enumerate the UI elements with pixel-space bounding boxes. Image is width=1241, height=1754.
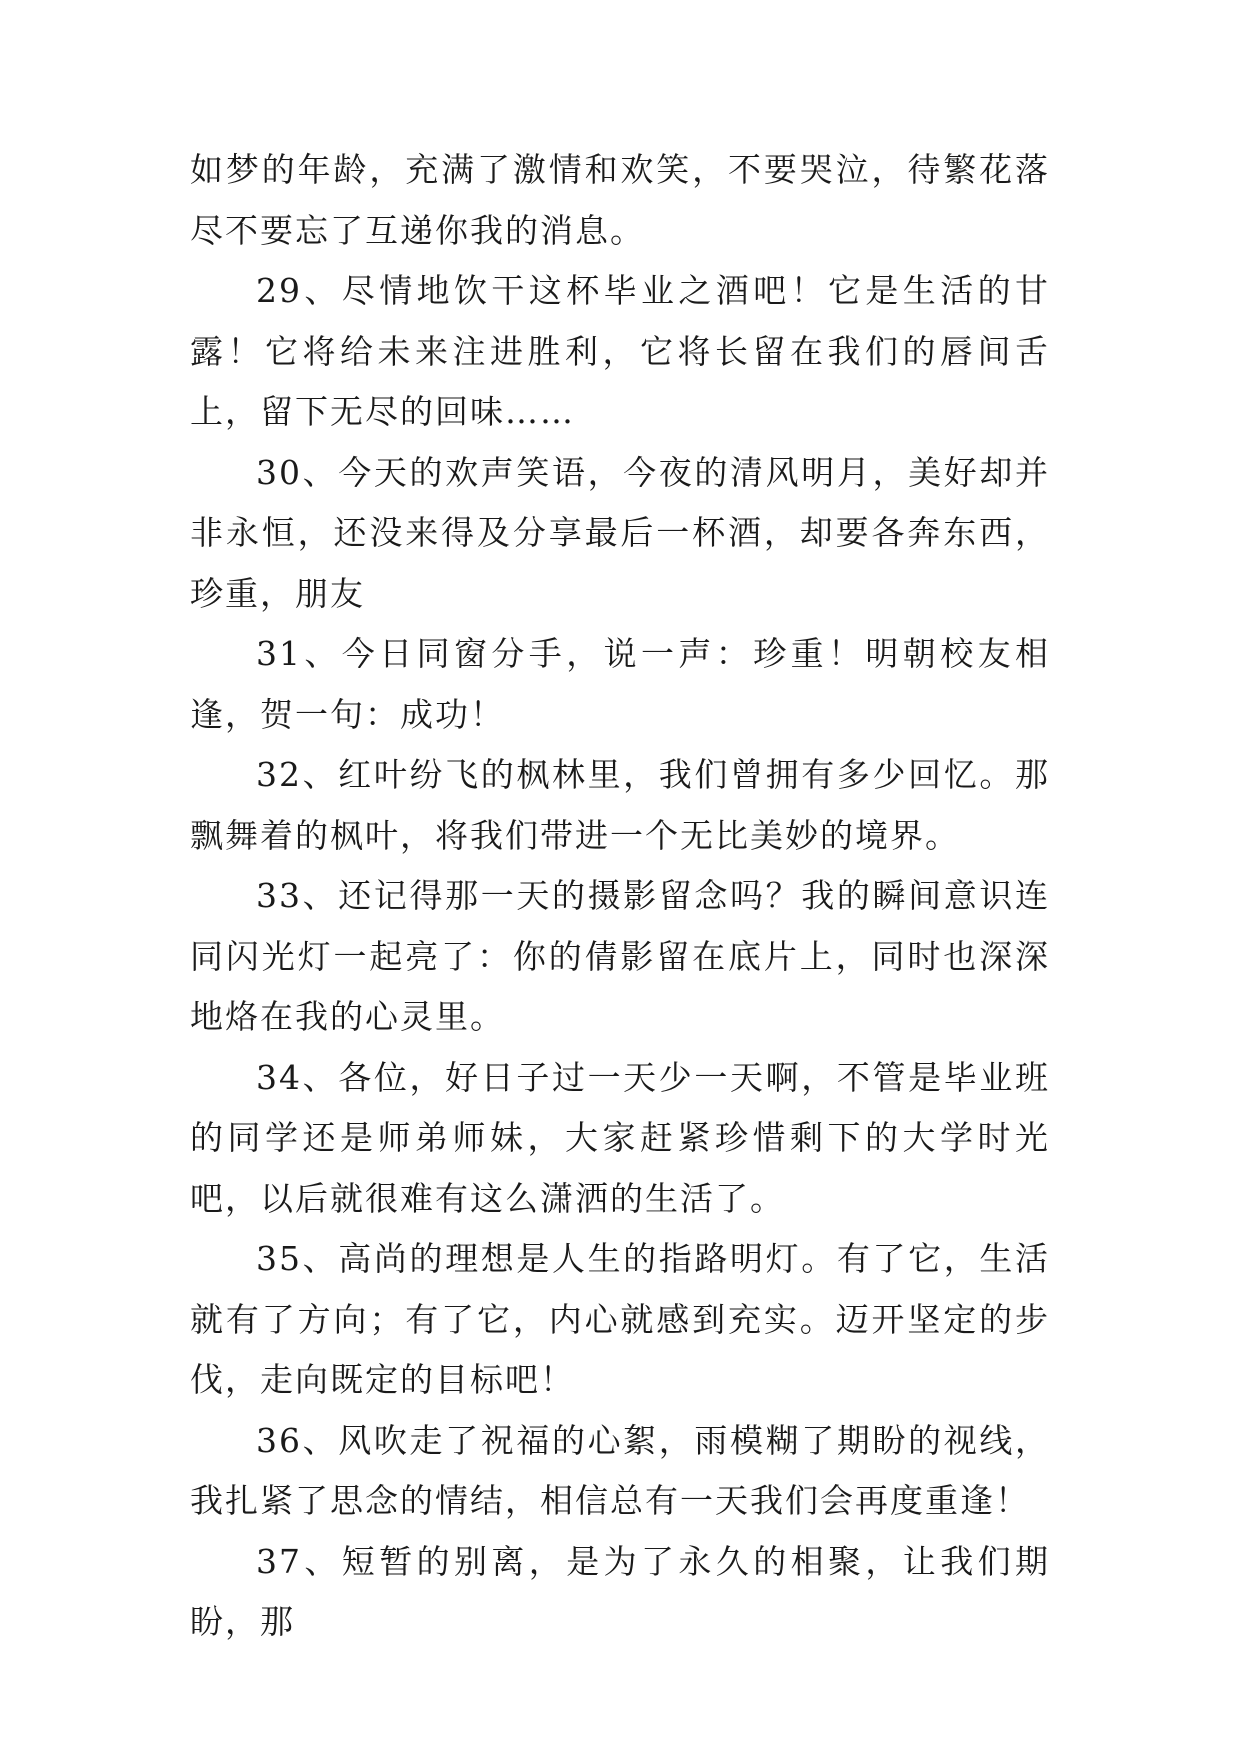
paragraph-31: 31、今日同窗分手，说一声：珍重！明朝校友相逢，贺一句：成功！ bbox=[190, 634, 1050, 734]
document-page bbox=[190, 140, 1050, 1653]
paragraph-33: 33、还记得那一天的摄影留念吗？我的瞬间意识连同闪光灯一起亮了：你的倩影留在底片上，同时也深深地烙在我的心灵里。 bbox=[190, 876, 1050, 1036]
paragraph-29: 29、尽情地饮干这杯毕业之酒吧！它是生活的甘露！它将给未来注进胜利，它将长留在我们的唇间舌上，留下无尽的回味…… bbox=[190, 271, 1050, 431]
paragraph-36: 36、风吹走了祝福的心絮，雨模糊了期盼的视线，我扎紧了思念的情结，相信总有一天我们会再度重逢！ bbox=[190, 1420, 1050, 1520]
paragraph-35: 35、高尚的理想是人生的指路明灯。有了它，生活就有了方向；有了它，内心就感到充实。迈开坚定的步伐，走向既定的目标吧！ bbox=[190, 1239, 1050, 1399]
paragraph-34: 34、各位，好日子过一天少一天啊，不管是毕业班的同学还是师弟师妹，大家赶紧珍惜剩下的大学时光吧，以后就很难有这么潇洒的生活了。 bbox=[190, 1057, 1050, 1218]
paragraph-37: 37、短暂的别离，是为了永久的相聚，让我们期盼，那 bbox=[190, 1541, 1050, 1641]
paragraph-continuation: 如梦的年龄，充满了激情和欢笑，不要哭泣，待繁花落尽不要忘了互递你我的消息。 bbox=[190, 150, 1050, 250]
paragraph-32: 32、红叶纷飞的枫林里，我们曾拥有多少回忆。那飘舞着的枫叶，将我们带进一个无比美妙的境界。 bbox=[190, 755, 1050, 855]
paragraph-30: 30、今天的欢声笑语，今夜的清风明月，美好却并非永恒，还没来得及分享最后一杯酒，却要各奔东西，珍重，朋友 bbox=[190, 452, 1050, 613]
